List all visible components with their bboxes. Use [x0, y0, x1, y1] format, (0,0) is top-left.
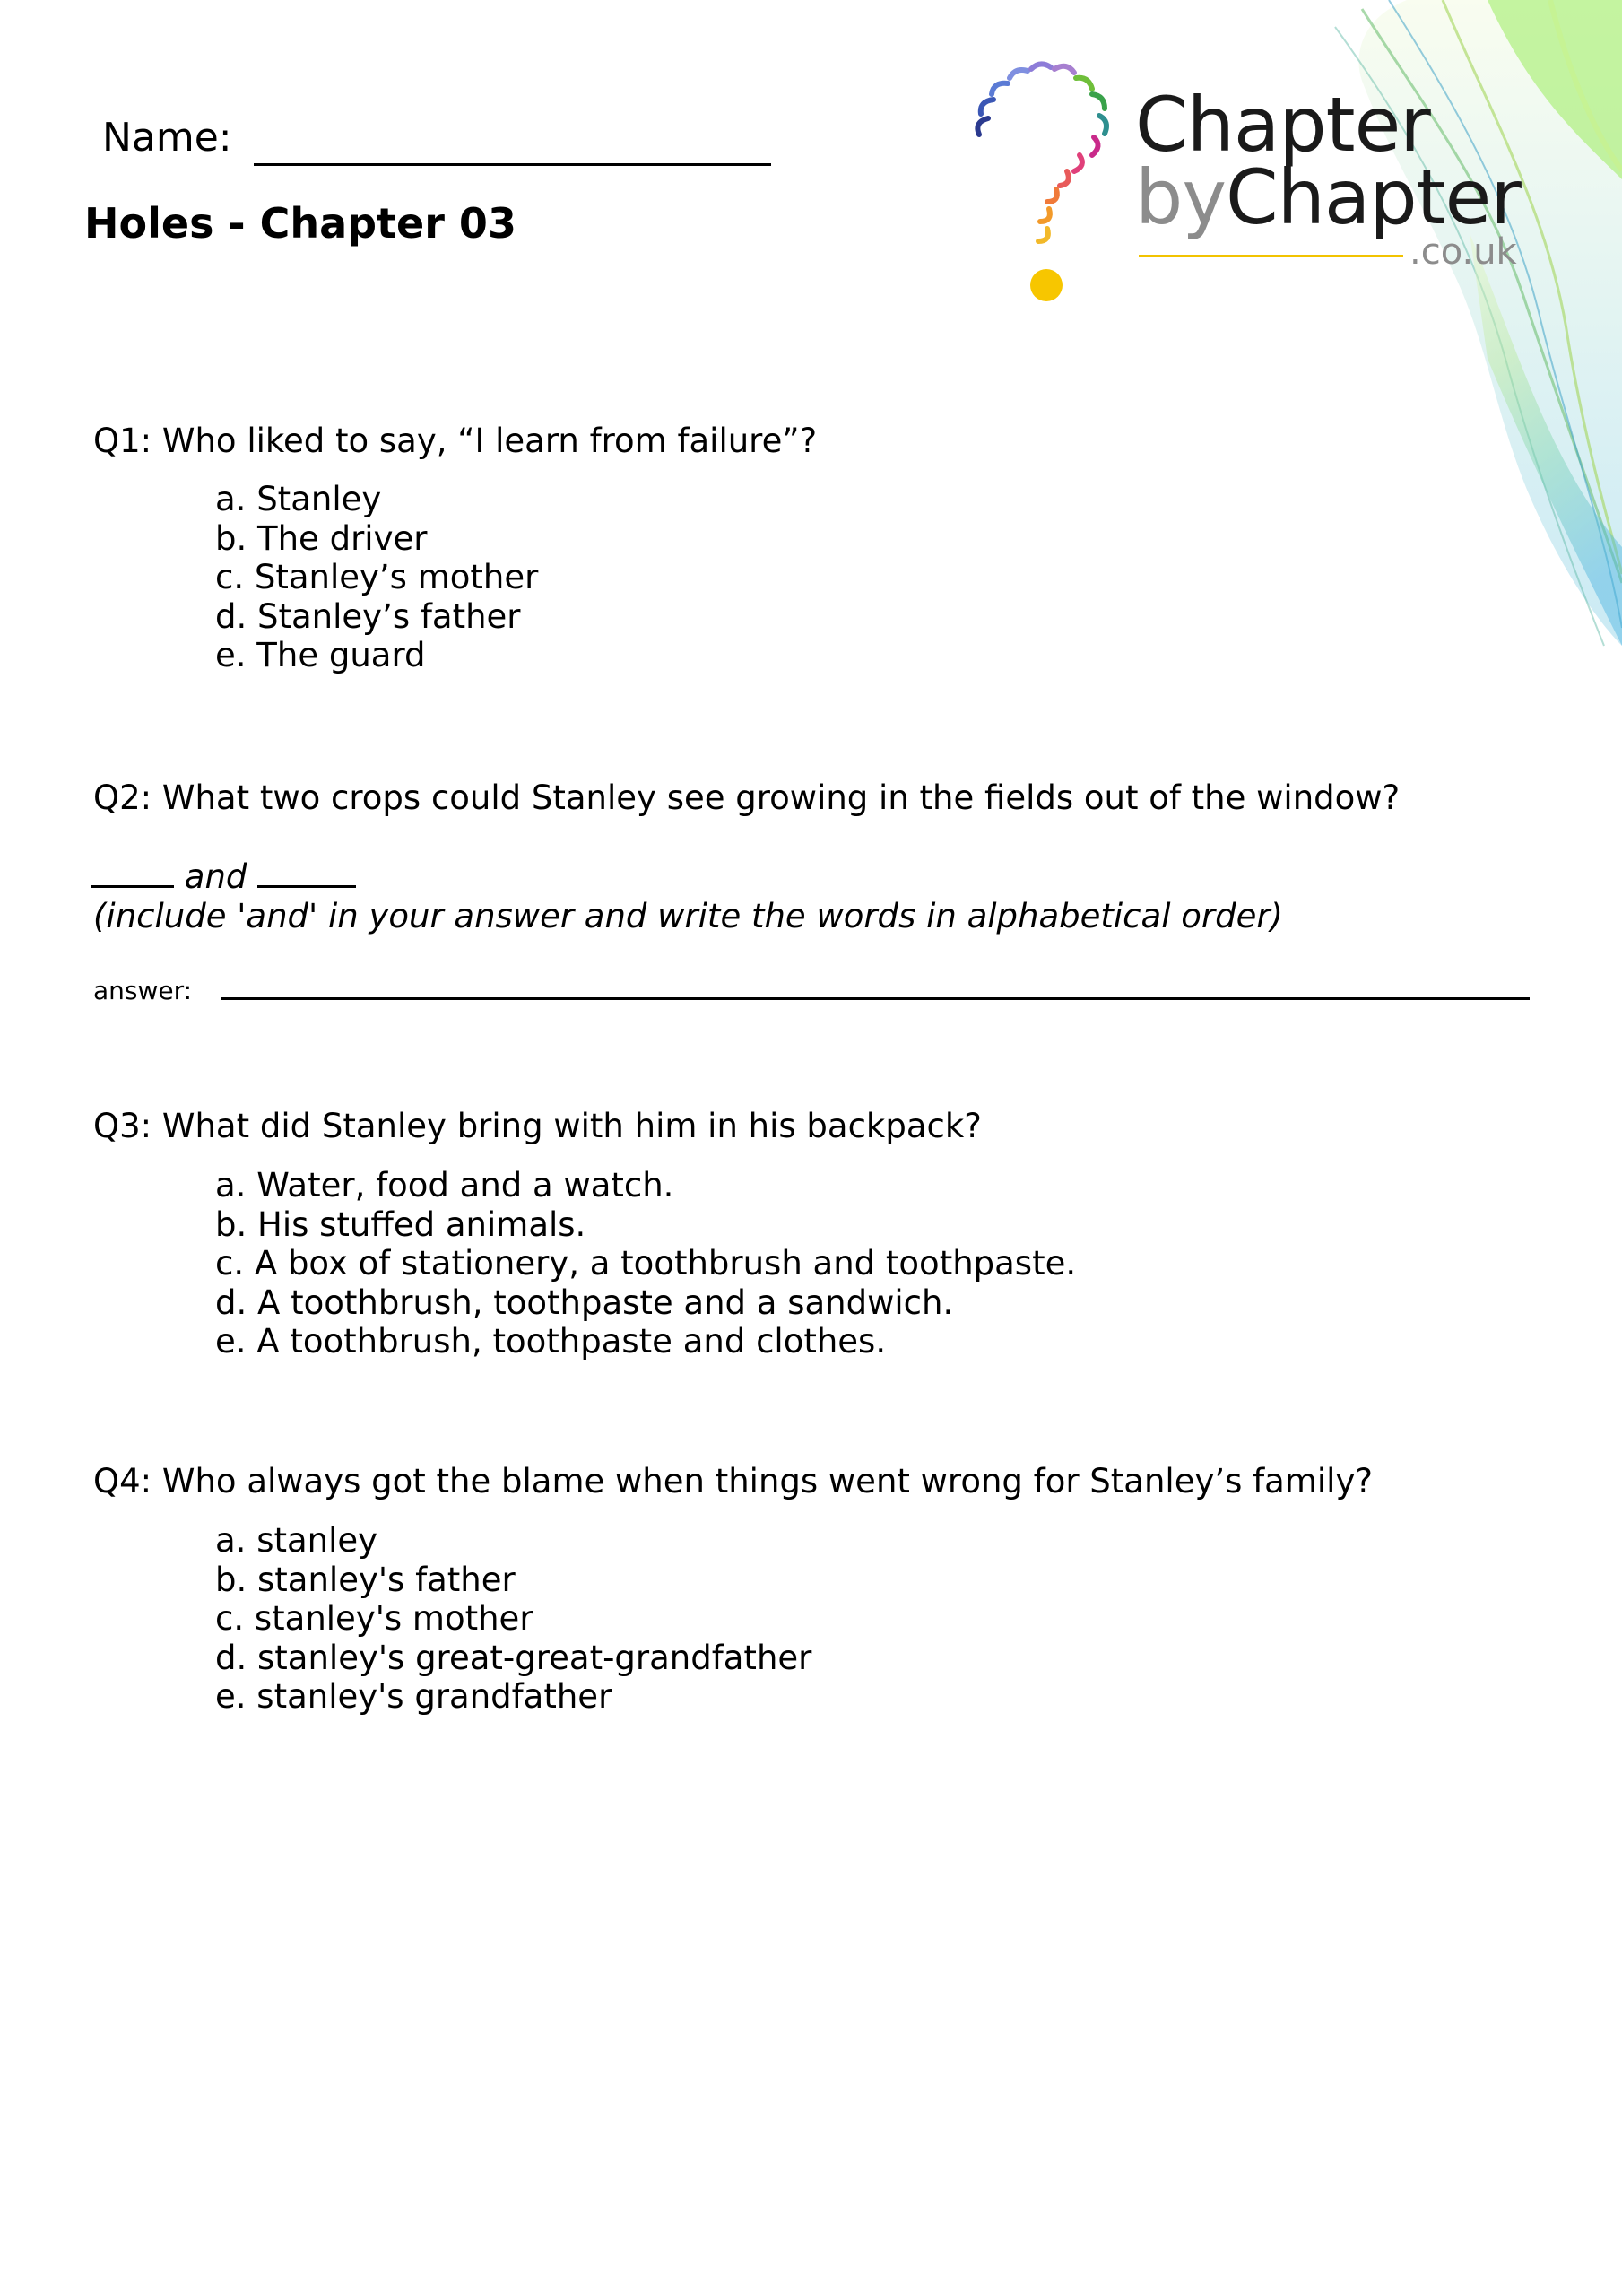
- option[interactable]: b. stanley's father: [215, 1560, 516, 1599]
- logo-by: by: [1135, 153, 1227, 241]
- logo-line-bychapter: [1135, 153, 1521, 241]
- option[interactable]: c. Stanley’s mother: [215, 558, 539, 596]
- logo-wordmark: [1135, 81, 1521, 241]
- name-field[interactable]: [254, 163, 771, 166]
- option[interactable]: e. A toothbrush, toothpaste and clothes.: [215, 1322, 887, 1361]
- question-3-options: [215, 1166, 1076, 1361]
- answer-field[interactable]: [221, 997, 1530, 1000]
- blank-1: [91, 858, 174, 888]
- fill-in-blanks: [91, 857, 356, 896]
- option[interactable]: c. A box of stationery, a toothbrush and toothpaste.: [215, 1244, 1077, 1283]
- logo-question-mark-icon: [968, 49, 1139, 309]
- logo-underline: [1139, 255, 1403, 257]
- question-4: Q4: Who always got the blame when things went wrong for Stanley’s family?: [93, 1462, 1373, 1500]
- question-3: Q3: What did Stanley bring with him in his backpack?: [93, 1107, 982, 1145]
- answer-label: answer:: [93, 976, 193, 1005]
- option[interactable]: a. Stanley: [215, 480, 382, 518]
- option[interactable]: a. stanley: [215, 1521, 378, 1560]
- option[interactable]: b. The driver: [215, 518, 428, 558]
- name-label: Name:: [102, 115, 232, 161]
- logo-line-chapter: Chapter: [1135, 81, 1430, 169]
- option[interactable]: b. His stuffed animals.: [215, 1205, 586, 1244]
- option[interactable]: e. stanley's grandfather: [215, 1677, 612, 1716]
- option[interactable]: c. stanley's mother: [215, 1599, 533, 1638]
- logo-domain: .co.uk: [1409, 231, 1517, 273]
- logo-chapter: Chapter: [1226, 153, 1521, 241]
- option[interactable]: d. A toothbrush, toothpaste and a sandwich.: [215, 1283, 954, 1322]
- question-1-options: [215, 480, 538, 675]
- question-2: Q2: What two crops could Stanley see growing in the fields out of the window?: [93, 778, 1401, 817]
- option[interactable]: e. The guard: [215, 636, 426, 674]
- question-2-hint: (include 'and' in your answer and write the words in alphabetical order): [93, 897, 1283, 935]
- blank-2: [257, 858, 356, 888]
- worksheet-title: Holes - Chapter 03: [84, 199, 516, 248]
- option[interactable]: d. Stanley’s father: [215, 596, 521, 636]
- blank-connector: and: [184, 857, 247, 896]
- question-4-options: [215, 1521, 811, 1717]
- option[interactable]: d. stanley's great-great-grandfather: [215, 1638, 812, 1677]
- question-1: Q1: Who liked to say, “I learn from failure”?: [93, 422, 818, 460]
- option[interactable]: a. Water, food and a watch.: [215, 1166, 674, 1205]
